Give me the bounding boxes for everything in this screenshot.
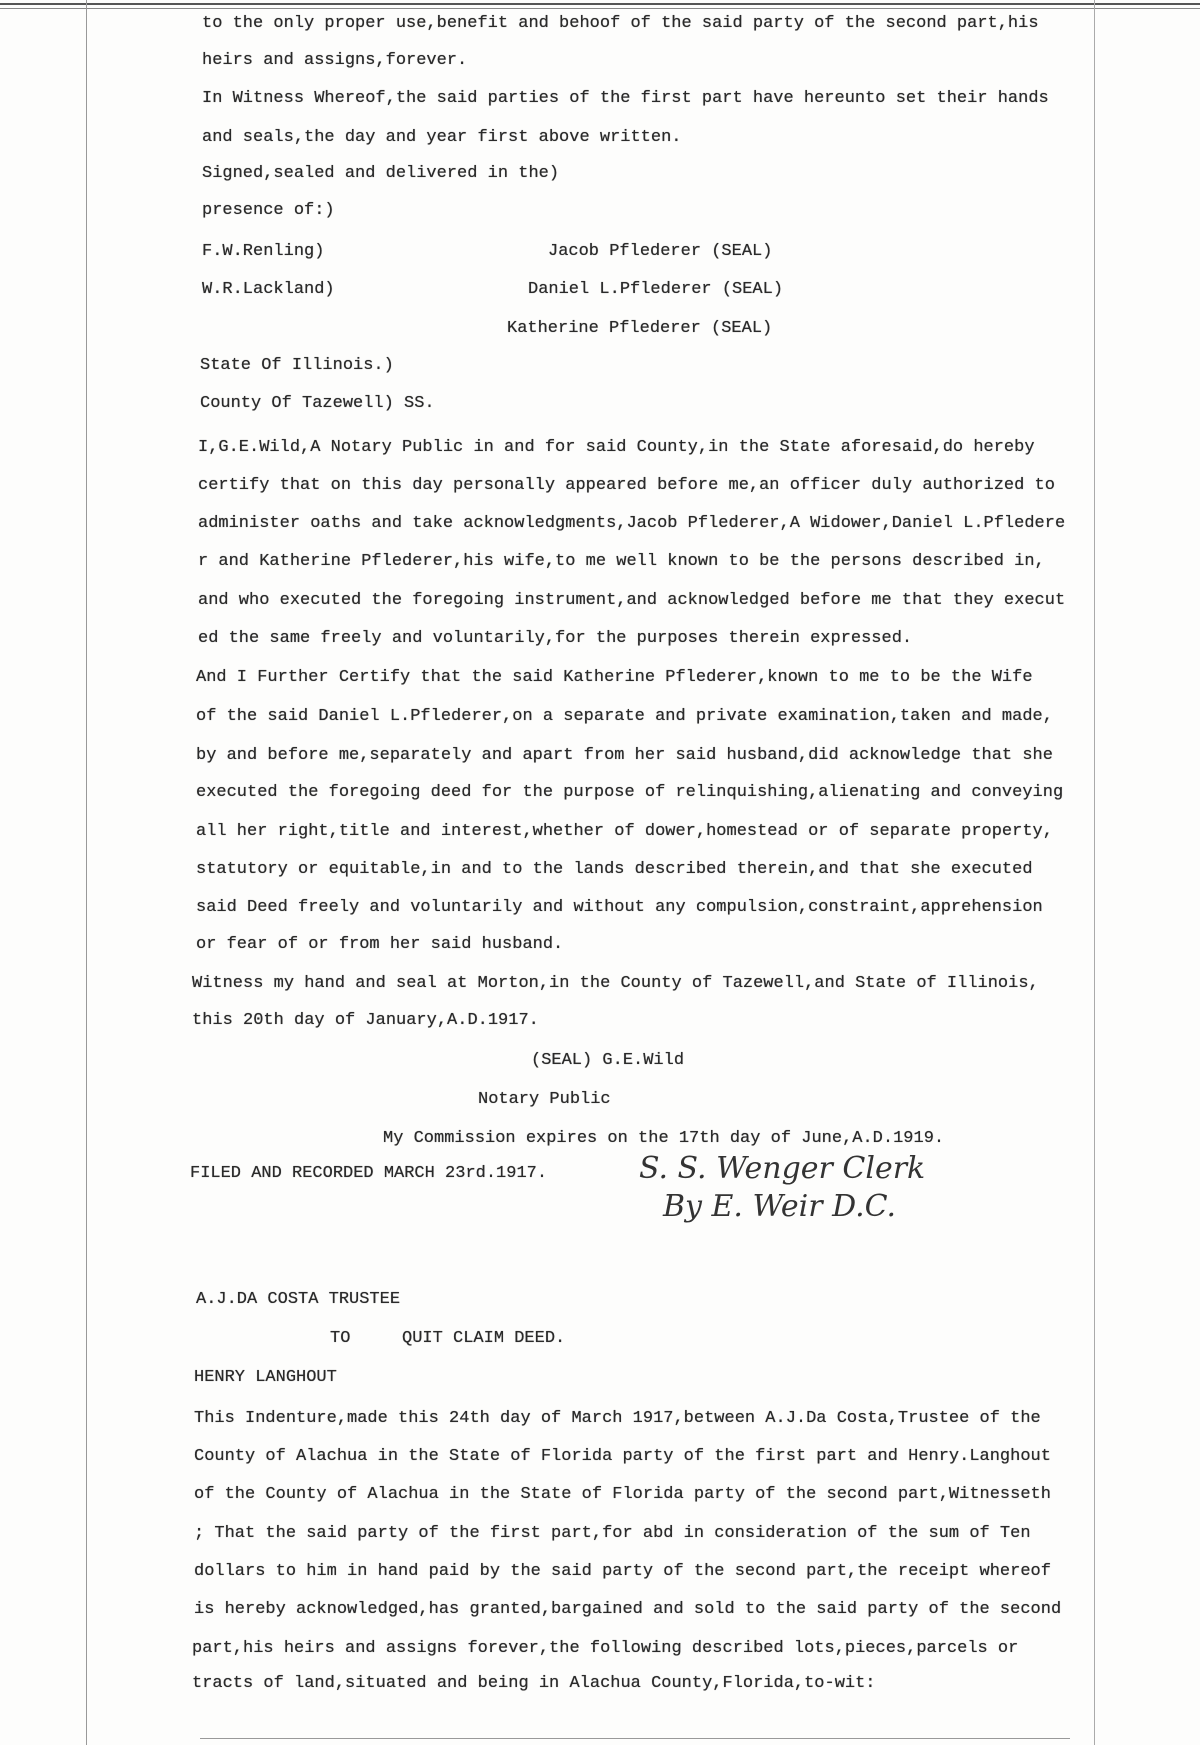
grantor-signature: Jacob Pflederer (SEAL) xyxy=(548,242,773,261)
text-line: or fear of or from her said husband. xyxy=(196,935,564,954)
text-line: of the said Daniel L.Pflederer,on a separate and private examination,taken and made, xyxy=(196,707,1053,726)
text-line: Signed,sealed and delivered in the) xyxy=(202,164,560,183)
text-line: this 20th day of January,A.D.1917. xyxy=(192,1011,539,1030)
filed-recorded: FILED AND RECORDED MARCH 23rd.1917. xyxy=(190,1164,548,1183)
grantee-heading: HENRY LANGHOUT xyxy=(194,1368,337,1387)
clerk-signature-line: S. S. Wenger Clerk xyxy=(639,1151,926,1186)
text-line: And I Further Certify that the said Katherine Pflederer,known to me to be the Wife xyxy=(196,668,1033,687)
text-line: This Indenture,made this 24th day of March 1917,between A.J.Da Costa,Trustee of the xyxy=(194,1409,1041,1428)
venue-state: State Of Illinois.) xyxy=(200,356,394,375)
right-margin-line xyxy=(1094,0,1095,1745)
grantor-signature: Katherine Pflederer (SEAL) xyxy=(507,319,773,338)
bottom-border-line xyxy=(200,1738,1070,1739)
top-border-line-inner xyxy=(0,8,1200,9)
top-border-line xyxy=(0,3,1200,5)
text-line: tracts of land,situated and being in Alachua County,Florida,to-wit: xyxy=(192,1674,876,1693)
text-line: statutory or equitable,in and to the lands described therein,and that she executed xyxy=(196,860,1033,879)
text-line: presence of:) xyxy=(202,201,335,220)
text-line: ed the same freely and voluntarily,for the purposes therein expressed. xyxy=(198,629,913,648)
text-line: of the County of Alachua in the State of Florida party of the second part,Witnesseth xyxy=(194,1485,1051,1504)
text-line: I,G.E.Wild,A Notary Public in and for said County,in the State aforesaid,do hereby xyxy=(198,438,1035,457)
text-line: certify that on this day personally appeared before me,an officer duly authorized to xyxy=(198,476,1055,495)
venue-county: County Of Tazewell) SS. xyxy=(200,394,435,413)
text-line: all her right,title and interest,whether of dower,homestead or of separate property, xyxy=(196,822,1053,841)
grantor-heading: A.J.DA COSTA TRUSTEE xyxy=(196,1290,401,1309)
text-line: part,his heirs and assigns forever,the following described lots,pieces,parcels or xyxy=(192,1639,1019,1658)
text-line: said Deed freely and voluntarily and without any compulsion,constraint,apprehension xyxy=(196,898,1043,917)
witness-name: W.R.Lackland) xyxy=(202,280,335,299)
text-line: administer oaths and take acknowledgments,Jacob Pflederer,A Widower,Daniel L.Pfledere xyxy=(198,514,1066,533)
text-line: and seals,the day and year first above written. xyxy=(202,128,682,147)
text-line: ; That the said party of the first part,for abd in consideration of the sum of Ten xyxy=(194,1524,1031,1543)
deed-type-heading: QUIT CLAIM DEED. xyxy=(402,1329,566,1348)
text-line: heirs and assigns,forever. xyxy=(202,51,468,70)
deputy-signature-line: By E. Weir D.C. xyxy=(663,1189,897,1224)
commission-expiry: My Commission expires on the 17th day of June,A.D.1919. xyxy=(383,1129,945,1148)
grantor-signature: Daniel L.Pflederer (SEAL) xyxy=(528,280,784,299)
clerk-handwritten-signature xyxy=(639,1150,999,1240)
text-line: is hereby acknowledged,has granted,bargained and sold to the said party of the second xyxy=(194,1600,1062,1619)
text-line: In Witness Whereof,the said parties of the first part have hereunto set their hands xyxy=(202,89,1049,108)
to-heading: TO xyxy=(330,1329,351,1348)
text-line: executed the foregoing deed for the purpose of relinquishing,alienating and conveying xyxy=(196,783,1064,802)
text-line: County of Alachua in the State of Florida party of the first part and Henry.Langhout xyxy=(194,1447,1051,1466)
notary-seal-signature: (SEAL) G.E.Wild xyxy=(531,1051,685,1070)
text-line: r and Katherine Pflederer,his wife,to me well known to be the persons described in, xyxy=(198,552,1045,571)
left-margin-line xyxy=(86,0,87,1745)
notary-title: Notary Public xyxy=(478,1090,611,1109)
witness-name: F.W.Renling) xyxy=(202,242,325,261)
text-line: by and before me,separately and apart from her said husband,did acknowledge that she xyxy=(196,746,1053,765)
text-line: Witness my hand and seal at Morton,in the County of Tazewell,and State of Illinois, xyxy=(192,974,1039,993)
text-line: dollars to him in hand paid by the said party of the second part,the receipt whereof xyxy=(194,1562,1051,1581)
text-line: to the only proper use,benefit and behoof of the said party of the second part,his xyxy=(202,14,1039,33)
text-line: and who executed the foregoing instrument,and acknowledged before me that they execut xyxy=(198,591,1066,610)
